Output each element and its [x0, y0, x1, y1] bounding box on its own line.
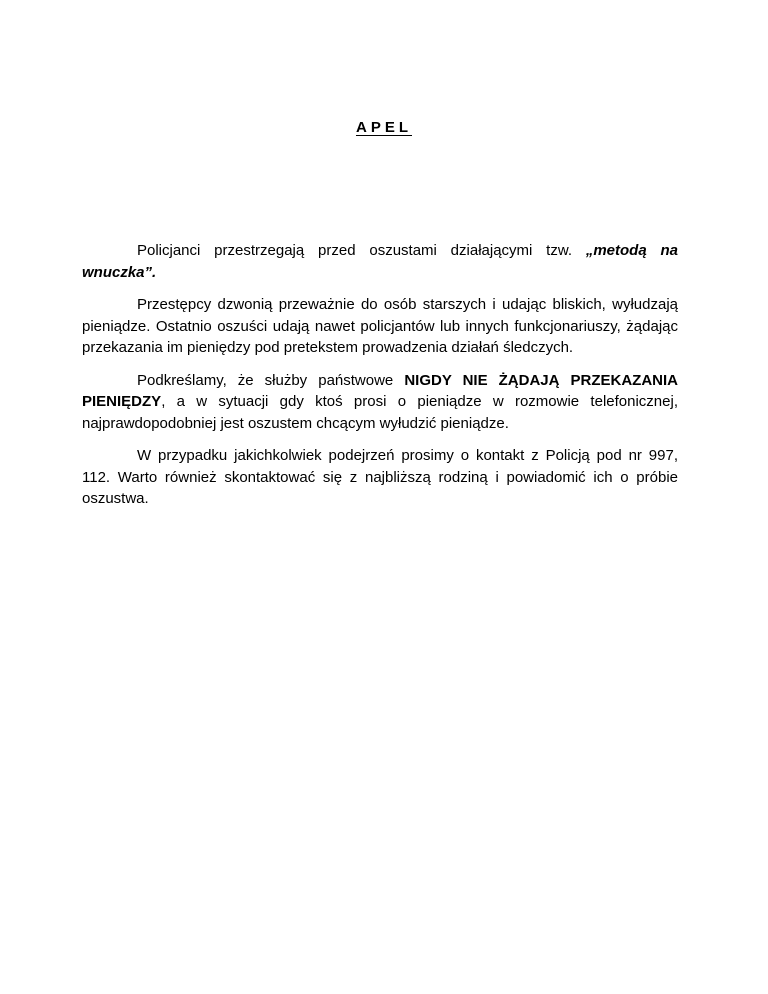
paragraph-description-text: Przestępcy dzwonią przeważnie do osób starszych i udając bliskich, wyłudzają pieniądze. Ostatnio oszuści udają nawet policjantów lub innych funkcjonariuszy, żądając przekazania im pieniędzy pod pretekstem prowadzenia działań śledczych. — [82, 296, 678, 356]
never-demand-money-notice: NIGDY NIE ŻĄDAJĄ PRZEKAZANIA PIENIĘDZY — [82, 371, 678, 410]
paragraph-warning — [82, 240, 678, 283]
paragraph-emphasis-after: , a w sytuacji gdy ktoś prosi o pieniądze w rozmowie telefonicznej, najprawdopodobniej jest oszustem chcącym wyłudzić pieniądze. — [82, 393, 678, 432]
document-title: APEL — [355, 119, 412, 136]
paragraph-emphasis — [82, 370, 678, 435]
paragraph-warning-text: Policjanci przestrzegają przed oszustami działającymi tzw. — [137, 242, 586, 259]
paragraph-contact-text: W przypadku jakichkolwiek podejrzeń prosimy o kontakt z Policją pod nr 997, 112. Warto również skontaktować się z najbliższą rodziną i powiadomić ich o próbie oszustwa. — [82, 447, 678, 507]
scam-method-name: „metodą na wnuczka”. — [82, 242, 678, 281]
paragraph-contact — [82, 445, 678, 510]
paragraph-emphasis-before: Podkreślamy, że służby państwowe — [137, 371, 405, 389]
paragraph-description — [82, 294, 678, 359]
document-body — [82, 240, 678, 521]
